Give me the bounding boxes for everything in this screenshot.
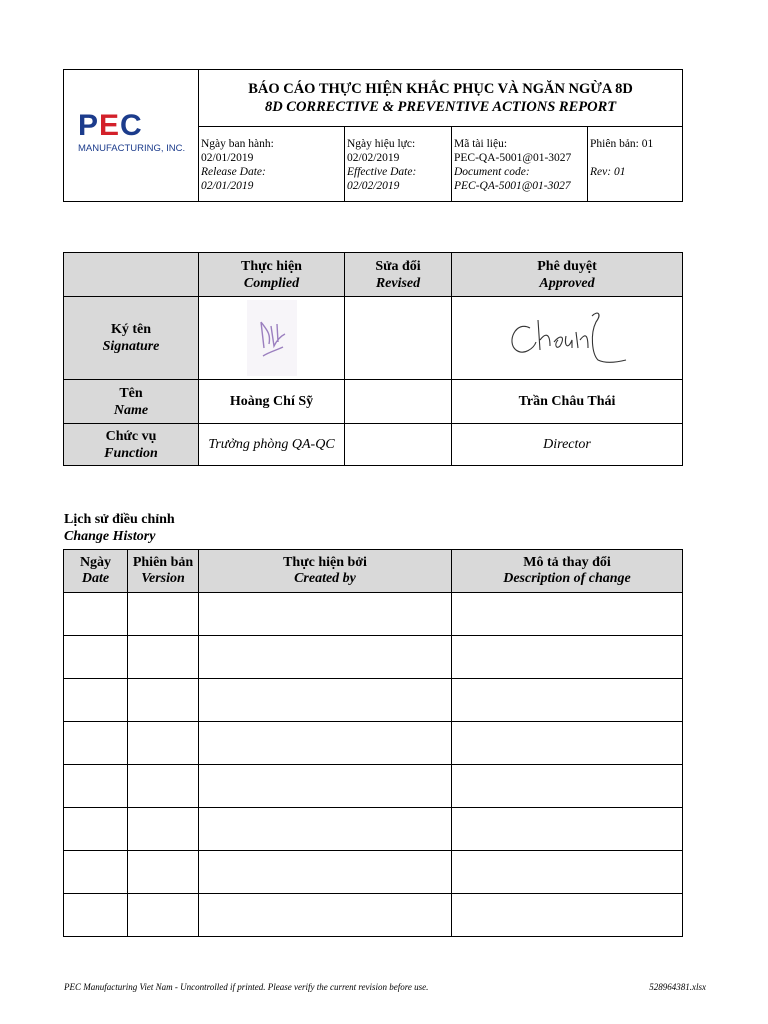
table-row [64,765,683,808]
effective-label-en: Effective Date: [347,166,417,178]
function-label-vn: Chức vụ [105,428,157,444]
col-complied-vn: Thực hiện [241,258,302,274]
col-description-en: Description of change [503,571,631,586]
table-cell [199,765,452,808]
complied-name: Hoàng Chí Sỹ [199,380,345,424]
col-revised-en: Revised [375,275,421,291]
row-name-label [64,380,199,424]
table-cell [128,722,199,765]
table-row [64,851,683,894]
table-cell [64,808,128,851]
col-approved [452,253,683,297]
revised-signature-cell [345,297,452,380]
name-label-vn: Tên [119,385,143,401]
col-date-en: Date [81,571,110,586]
signature-label-en: Signature [102,339,160,354]
release-date-cell [199,127,345,202]
table-row [64,894,683,937]
table-cell [128,593,199,636]
complied-function: Trưởng phòng QA-QC [199,424,345,466]
table-cell [452,851,683,894]
release-label-vn: Ngày ban hành: [201,138,274,150]
table-cell [452,765,683,808]
approved-name: Trần Châu Thái [452,380,683,424]
table-cell [452,722,683,765]
table-cell [199,679,452,722]
approved-function: Director [452,424,683,466]
col-complied-en: Complied [243,275,300,291]
change-history-caption-en: Change History [64,529,156,544]
col-approved-vn: Phê duyệt [537,258,597,274]
col-version-en: Version [141,571,185,586]
revision-cell [588,127,683,202]
table-cell [452,808,683,851]
document-code-cell [452,127,588,202]
document-header [63,69,683,202]
table-cell [199,593,452,636]
complied-signature-image [247,300,297,376]
table-cell [199,722,452,765]
table-cell [452,593,683,636]
table-row [64,593,683,636]
row-signature-label [64,297,199,380]
table-cell [452,679,683,722]
revised-function [345,424,452,466]
report-title [199,70,683,127]
table-row [64,808,683,851]
change-history-table [63,549,683,937]
table-cell [64,765,128,808]
revision-label-vn: Phiên bản: 01 [590,138,654,150]
logo-cell [64,70,199,202]
col-date-vn: Ngày [79,555,112,570]
approved-signature-image [502,306,632,370]
revised-name [345,380,452,424]
doc-code-label-en: Document code: [454,166,530,178]
revision-label-en: Rev: 01 [590,166,626,178]
col-revised-vn: Sửa đổi [375,258,421,274]
col-approved-en: Approved [539,275,595,291]
table-cell [128,636,199,679]
col-description-vn: Mô tả thay đổi [523,555,611,570]
approved-signature-cell [452,297,683,380]
table-cell [64,593,128,636]
row-function-label [64,424,199,466]
col-description [452,550,683,593]
function-label-en: Function [104,445,158,461]
table-cell [128,851,199,894]
release-value-en: 02/01/2019 [201,180,254,192]
table-cell [128,765,199,808]
approval-table [63,252,683,466]
table-cell [199,636,452,679]
table-cell [452,894,683,937]
complied-signature-cell [199,297,345,380]
doc-code-value: PEC-QA-5001@01-3027 [454,152,572,164]
col-version [128,550,199,593]
title-vn: BÁO CÁO THỰC HIỆN KHẮC PHỤC VÀ NGĂN NGỪA 8D [248,81,633,97]
table-cell [199,851,452,894]
table-cell [199,808,452,851]
change-history-caption-vn: Lịch sử điều chỉnh [64,512,175,527]
col-date [64,550,128,593]
col-created-by-en: Created by [294,571,356,586]
release-label-en: Release Date: [201,166,266,178]
table-cell [199,894,452,937]
table-cell [64,636,128,679]
approval-corner [64,253,199,297]
table-cell [64,851,128,894]
effective-value: 02/02/2019 [347,152,400,164]
change-history-caption [64,511,175,545]
doc-code-value-en: PEC-QA-5001@01-3027 [454,180,571,192]
col-created-by-vn: Thực hiện bởi [283,555,367,570]
company-logo: PEC MANUFACTURING, INC. [78,108,186,154]
signature-label-vn: Ký tên [110,322,152,337]
effective-value-en: 02/02/2019 [347,180,400,192]
table-cell [64,722,128,765]
table-row [64,636,683,679]
table-cell [128,894,199,937]
col-version-vn: Phiên bản [132,555,194,570]
table-cell [64,894,128,937]
effective-label-vn: Ngày hiệu lực: [347,138,416,150]
col-revised [345,253,452,297]
name-label-en: Name [113,402,149,418]
table-row [64,722,683,765]
change-history-body [64,593,683,937]
title-en: 8D CORRECTIVE & PREVENTIVE ACTIONS REPORT [264,99,617,115]
table-cell [128,679,199,722]
col-created-by [199,550,452,593]
table-cell [64,679,128,722]
doc-code-label-vn: Mã tài liệu: [454,138,508,150]
table-cell [452,636,683,679]
release-value: 02/01/2019 [201,152,254,164]
footer-filename: 528964381.xlsx [649,982,706,992]
table-row [64,679,683,722]
footer-disclaimer: PEC Manufacturing Viet Nam - Uncontrolled if printed. Please verify the current revision before use. [64,982,429,992]
table-cell [128,808,199,851]
effective-date-cell [345,127,452,202]
col-complied [199,253,345,297]
